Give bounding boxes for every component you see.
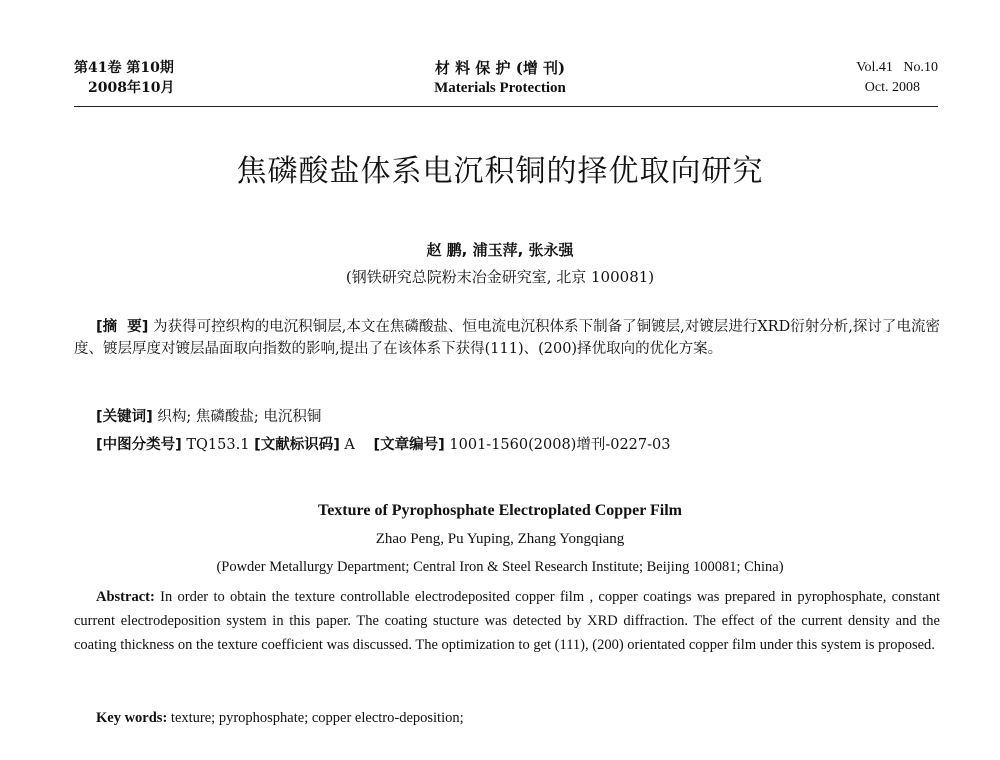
abstract-cn-label: [摘 要] bbox=[96, 319, 149, 335]
journal-name bbox=[330, 58, 670, 98]
abstract-cn bbox=[74, 316, 940, 360]
abstract-en bbox=[74, 585, 940, 657]
header-divider bbox=[74, 106, 938, 107]
volume-issue: 第41卷 第10期 bbox=[74, 60, 174, 76]
doc-code-value: A bbox=[339, 437, 360, 453]
article-number-value: 1001-1560(2008)增刊-0227-03 bbox=[444, 437, 671, 453]
abstract-cn-text: 为获得可控织构的电沉积铜层,本文在焦磷酸盐、恒电流电沉积体系下制备了铜镀层,对镀层进行XRD衍射分析,探讨了电流密度、镀层厚度对镀层晶面取向指数的影响,提出了在该体系下获得(111)、(200)择优取向的优化方案。 bbox=[74, 319, 940, 357]
issue-date: 2008年10月 bbox=[88, 80, 175, 96]
paper-affiliation-en: (Powder Metallurgy Department; Central Iron & Steel Research Institute; Beijing 100081; China) bbox=[216, 559, 784, 575]
clc-label: [中图分类号] bbox=[96, 437, 182, 453]
journal-issue-info bbox=[74, 58, 174, 98]
journal-volume-en bbox=[856, 58, 938, 98]
journal-name-en: Materials Protection bbox=[434, 80, 566, 96]
paper-authors-en: Zhao Peng, Pu Yuping, Zhang Yongqiang bbox=[375, 531, 625, 547]
volume-number-en: Vol.41 No.10 bbox=[856, 60, 938, 75]
abstract-en-text: In order to obtain the texture controllable electrodeposited copper film , copper coatings was prepared in pyrophosphate, constant current electrodeposition system in this paper. The coating stucture was detected by XRD diffraction. The effect of the current density and the coating thickness on the texture coefficient was discussed. The optimization to get (111), (200) orientated copper film under this system is proposed. bbox=[74, 589, 940, 653]
keywords-cn-text: 织构; 焦磷酸盐; 电沉积铜 bbox=[152, 409, 322, 425]
paper-authors: 赵 鹏, 浦玉萍, 张永强 bbox=[426, 241, 574, 259]
abstract-en-label: Abstract: bbox=[96, 589, 155, 605]
issue-date-en: Oct. 2008 bbox=[864, 80, 920, 95]
paper-affiliation: (钢铁研究总院粉末冶金研究室, 北京 100081) bbox=[345, 268, 655, 286]
clc-value: TQ153.1 bbox=[181, 437, 255, 453]
keywords-en bbox=[96, 707, 464, 729]
paper-title-en: Texture of Pyrophosphate Electroplated Copper Film bbox=[318, 502, 682, 519]
journal-name-cn: 材 料 保 护 (增 刊) bbox=[434, 59, 566, 77]
keywords-en-text: texture; pyrophosphate; copper electro-deposition; bbox=[167, 710, 464, 726]
keywords-cn bbox=[96, 406, 321, 428]
classification-line bbox=[96, 434, 670, 456]
doc-code-label: [文献标识码] bbox=[254, 437, 340, 453]
keywords-en-label: Key words: bbox=[96, 710, 168, 726]
article-number-label: [文章编号] bbox=[373, 437, 445, 453]
paper-title: 焦磷酸盐体系电沉积铜的择优取向研究 bbox=[236, 154, 764, 189]
keywords-cn-label: [关键词] bbox=[96, 409, 153, 425]
